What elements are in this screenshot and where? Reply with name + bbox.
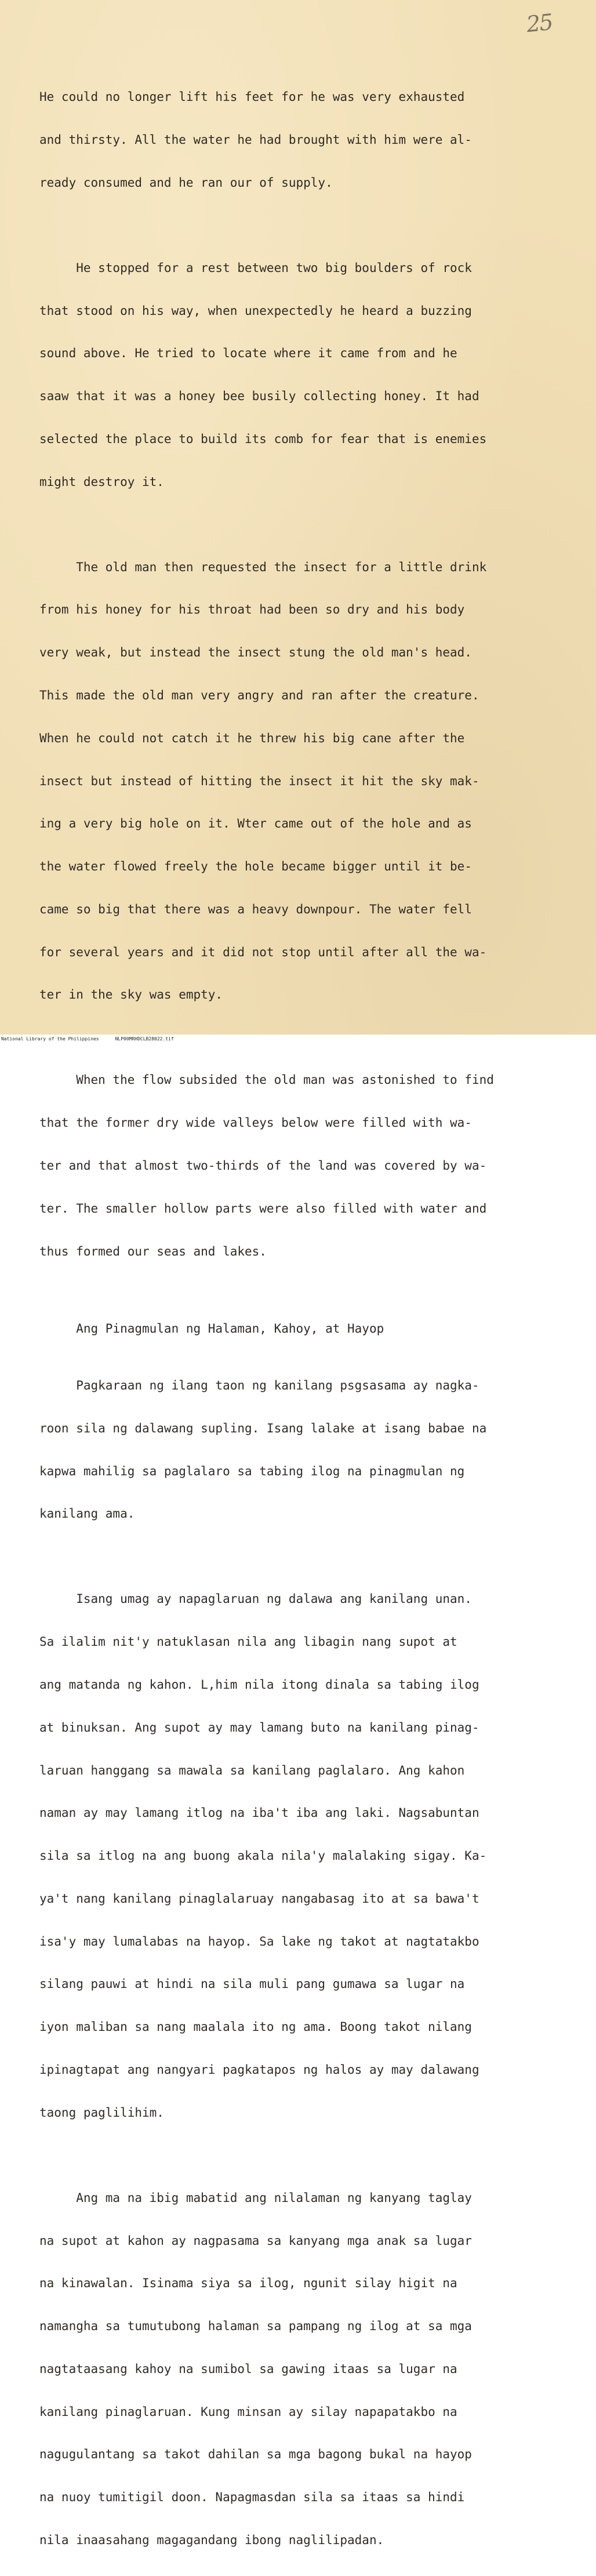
text-line: roon sila ng dalawang supling. Isang lalake at isang babae na [39, 1421, 487, 1435]
text-line: This made the old man very angry and ran after the creature. [39, 688, 479, 702]
paragraph-5 [39, 1350, 579, 1550]
text-line: sound above. He tried to locate where it came from and he [39, 346, 457, 361]
section-heading: Ang Pinagmulan ng Halaman, Kahoy, at Hayop [39, 1322, 384, 1336]
text-line: for several years and it did not stop until after all the wa- [39, 945, 487, 959]
text-line: from his honey for his throat had been so dry and his body [39, 603, 465, 617]
text-line: the water flowed freely the hole became bigger until it be- [39, 859, 472, 874]
paragraph-4 [39, 1044, 579, 1287]
text-line: silang pauwi at hindi na sila muli pang gumawa sa lugar na [39, 1977, 465, 1991]
document-body [39, 61, 579, 2576]
footer-filename: NLP00MRHDCLB28022.tif [115, 1036, 174, 1042]
text-line: kapwa mahilig sa paglalaro sa tabing ilog na pinagmulan ng [39, 1464, 465, 1478]
paragraph-6 [39, 1563, 579, 2148]
text-line: laruan hanggang sa mawala sa kanilang paglalaro. Ang kahon [39, 1763, 465, 1777]
scan-footer [0, 1035, 596, 1044]
text-line: thus formed our seas and lakes. [39, 1244, 267, 1258]
text-line: saaw that it was a honey bee busily collecting honey. It had [39, 389, 479, 404]
text-line: iyon maliban sa nang maalala ito ng ama. Boong takot nilang [39, 2020, 472, 2034]
text-line: Isang umag ay napaglaruan ng dalawa ang kanilang unan. [39, 1592, 472, 1606]
paragraph-1 [39, 61, 579, 219]
text-line: Sa ilalim nit'y natuklasan nila ang libagin nang supot at [39, 1635, 457, 1649]
text-line: selected the place to build its comb for fear that is enemies [39, 431, 487, 446]
text-line: na kinawalan. Isinama siya sa ilog, ngunit silay higit na [39, 2276, 457, 2291]
paragraph-2 [39, 233, 579, 518]
text-line: isa'y may lumalabas na hayop. Sa lake ng takot at nagtatakbo [39, 1934, 479, 1949]
text-line: at binuksan. Ang supot ay may lamang buto na kanilang pinag- [39, 1720, 479, 1735]
text-line: naman ay may lamang itlog na iba't iba ang laki. Nagsabuntan [39, 1806, 479, 1820]
text-line: ipinagtapat ang nangyari pagkatapos ng halos ay may dalawang [39, 2062, 479, 2077]
text-line: ang matanda ng kahon. L,him nila itong dinala sa tabing ilog [39, 1677, 479, 1692]
text-line: ya't nang kanilang pinaglalaruay nangabasag ito at sa bawa't [39, 1891, 479, 1906]
paragraph-3 [39, 531, 579, 1031]
text-line: sila sa itlog na ang buong akala nila'y malalaking sigay. Ka- [39, 1849, 487, 1863]
text-line: ter. The smaller hollow parts were also filled with water and [39, 1201, 487, 1216]
text-line: nagtataasang kahoy na sumibol sa gawing itaas sa lugar na [39, 2361, 457, 2376]
text-line: nila inaasahang magagandang ibong naglilipadan. [39, 2533, 384, 2547]
text-line: might destroy it. [39, 474, 164, 489]
page-number: 25 [525, 9, 554, 38]
text-line: came so big that there was a heavy downpour. The water fell [39, 902, 472, 916]
text-line: ter in the sky was empty. [39, 988, 223, 1002]
text-line: insect but instead of hitting the insect it hit the sky mak- [39, 774, 479, 788]
text-line: He stopped for a rest between two big boulders of rock [39, 260, 472, 275]
text-line: kanilang ama. [39, 1507, 135, 1521]
footer-library: National Library of the Philippines [1, 1036, 99, 1042]
text-line: namangha sa tumutubong halaman sa pampang ng ilog at sa mga [39, 2319, 472, 2334]
text-line: that the former dry wide valleys below were filled with wa- [39, 1116, 472, 1130]
text-line: ready consumed and he ran our of supply. [39, 175, 333, 190]
text-line: When he could not catch it he threw his big cane after the [39, 731, 465, 745]
text-line: ter and that almost two-thirds of the land was covered by wa- [39, 1158, 487, 1173]
text-line: and thirsty. All the water he had brought with him were al- [39, 132, 472, 147]
paragraph-7 [39, 2163, 579, 2576]
text-line: nagugulantang sa takot dahilan sa mga bagong bukal na hayop [39, 2447, 472, 2462]
text-line: na nuoy tumitigil doon. Napagmasdan sila sa itaas sa hindi [39, 2490, 465, 2505]
text-line: kanilang pinaglaruan. Kung minsan ay silay napapatakbo na [39, 2404, 457, 2419]
text-line: that stood on his way, when unexpectedly he heard a buzzing [39, 303, 472, 318]
text-line: Ang ma na ibig mabatid ang nilalaman ng kanyang taglay [39, 2190, 472, 2205]
text-line: Pagkaraan ng ilang taon ng kanilang psgsasama ay nagka- [39, 1378, 479, 1393]
text-line: The old man then requested the insect for a little drink [39, 560, 487, 574]
text-line: When the flow subsided the old man was astonished to find [39, 1073, 494, 1087]
text-line: He could no longer lift his feet for he was very exhausted [39, 90, 465, 104]
text-line: taong paglilihim. [39, 2105, 164, 2120]
text-line: na supot at kahon ay nagpasama sa kanyang mga anak sa lugar [39, 2233, 472, 2248]
text-line: very weak, but instead the insect stung the old man's head. [39, 645, 472, 660]
text-line: ing a very big hole on it. Wter came out of the hole and as [39, 817, 472, 831]
